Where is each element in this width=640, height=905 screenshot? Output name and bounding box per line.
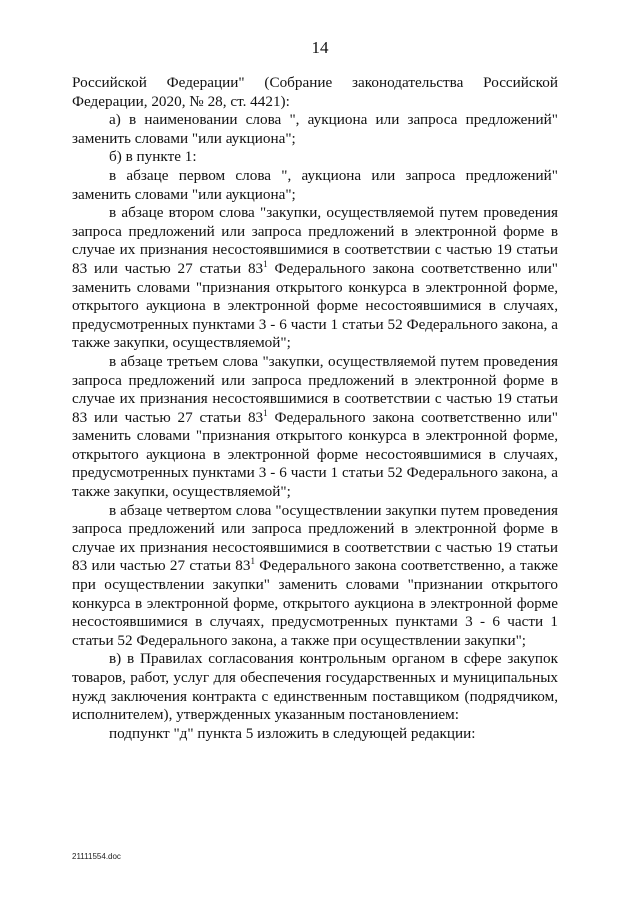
superscript: 1 xyxy=(263,258,268,269)
paragraph-text: в абзаце четвертом слова "осуществлении закупки путем проведения запроса предложений или запроса предложений в электронной форме в случае их признания несостоявшимися в соответствии с частью 19 статьи 83 или частью 27 статьи 83 xyxy=(72,501,558,575)
paragraph-text: Российской Федерации" (Собрание законодательства Российской Федерации, 2020, № 28, ст. 4421): xyxy=(72,74,558,110)
document-code: 21111554.doc xyxy=(72,852,121,861)
paragraph xyxy=(72,111,558,148)
paragraph xyxy=(72,204,558,353)
paragraph-text: а) в наименовании слова ", аукциона или запроса предложений" заменить словами "или аукциона"; xyxy=(72,111,558,147)
paragraph-text: б) в пункте 1: xyxy=(109,148,197,166)
superscript: 1 xyxy=(263,407,268,418)
paragraph-text: в абзаце втором слова "закупки, осуществляемой путем проведения запроса предложений или запроса предложений в электронной форме в случае их признания несостоявшимися в соответствии с частью 19 статьи 83 или частью 27 статьи 83 xyxy=(72,204,558,277)
paragraph-text: в абзаце третьем слова "закупки, осуществляемой путем проведения запроса предложений или запроса предложений в электронной форме в случае их признания несостоявшимися в соответствии с частью 19 статьи 83 или частью 27 статьи 83 xyxy=(72,352,558,426)
paragraph xyxy=(72,167,558,204)
paragraph xyxy=(72,502,558,651)
paragraph xyxy=(72,148,558,167)
paragraph-text: Федерального закона соответственно или" заменить словами "признания открытого конкурса в электронной форме, открытого аукциона в электронной форме несостоявшимися в случаях, предусмотренных пунктами 3 - 6 части 1 статьи 52 Федерального закона, а также закупки, осуществляемой"; xyxy=(72,259,559,352)
paragraph xyxy=(72,353,558,502)
document-body xyxy=(72,74,558,743)
paragraph xyxy=(72,725,558,744)
paragraph xyxy=(72,650,558,724)
paragraph-text: в) в Правилах согласования контрольным органом в сфере закупок товаров, работ, услуг для обеспечения государственных и муниципальных нужд заключения контракта с единственным поставщиком (подрядчиком, исполнителем), утвержденных указанным постановлением: xyxy=(72,650,558,724)
paragraph-text: подпункт "д" пункта 5 изложить в следующей редакции: xyxy=(109,724,476,742)
paragraph-text: Федерального закона соответственно или" заменить словами "признания открытого конкурса в электронной форме, открытого аукциона в электронной форме несостоявшимися в случаях, предусмотренных пунктами 3 - 6 части 1 статьи 52 Федерального закона, а также закупки, осуществляемой"; xyxy=(72,408,559,501)
paragraph-text: в абзаце первом слова ", аукциона или запроса предложений" заменить словами "или аукциона"; xyxy=(72,166,558,203)
paragraph xyxy=(72,74,558,111)
page-number: 14 xyxy=(311,38,329,57)
superscript: 1 xyxy=(250,556,255,567)
paragraph-text: Федерального закона соответственно, а также при осуществлении закупки" заменить словами "признании открытого конкурса в электронной форме, открытого аукциона в электронной форме несостоявшимися в случаях, предусмотренных пунктами 3 - 6 части 1 статьи 52 Федерального закона, а также при осуществлении закупки"; xyxy=(72,557,559,649)
